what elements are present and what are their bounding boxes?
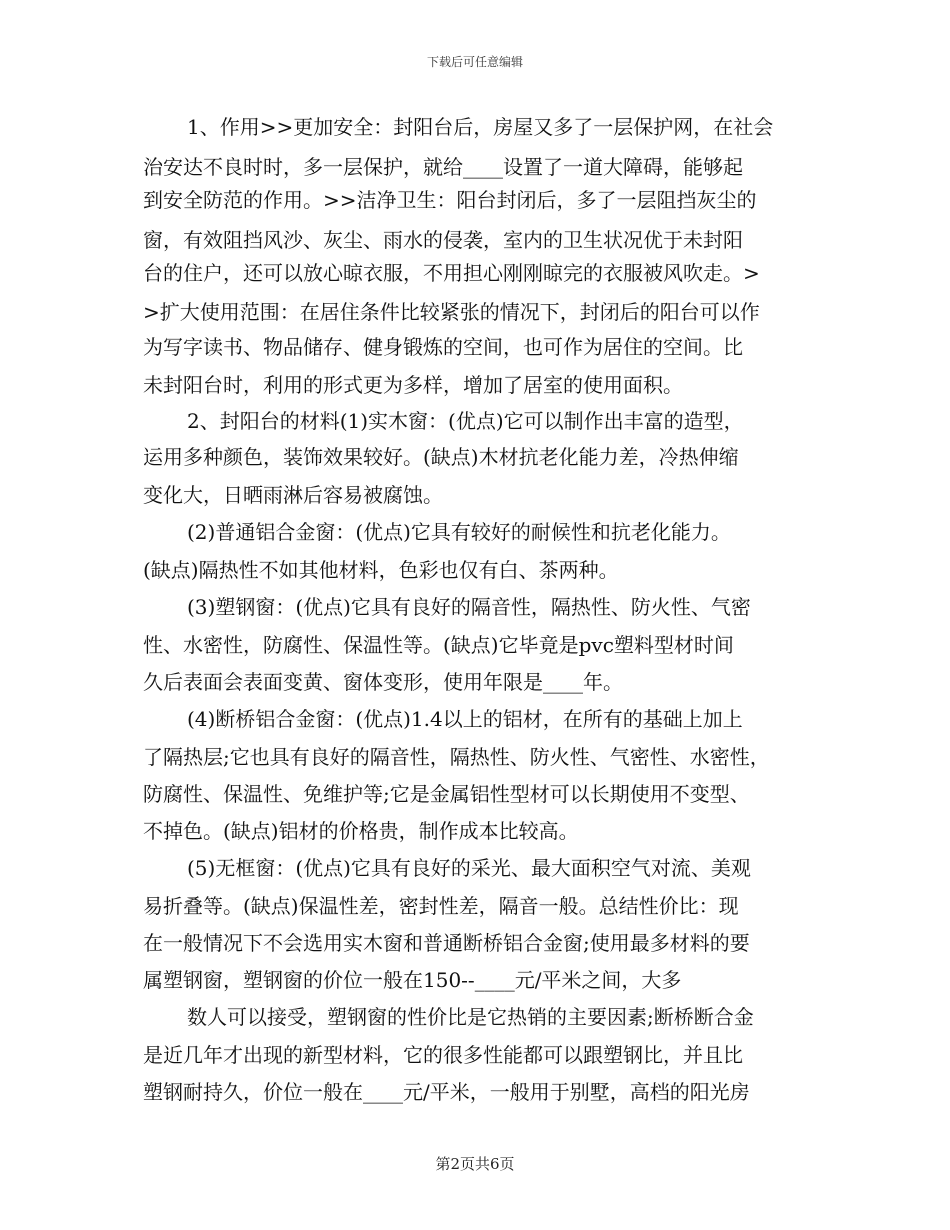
text-line: 未封阳台时，利用的形式更为多样，增加了居室的使用面积。 bbox=[143, 373, 683, 397]
text-line: 不掉色。(缺点)铝材的价格贵，制作成本比较高。 bbox=[143, 819, 579, 843]
text-line: 到安全防范的作用。>>洁净卫生：阳台封闭后，多了一层阻挡灰尘的 bbox=[143, 188, 757, 212]
text-line: (缺点)隔热性不如其他材料，色彩也仅有白、茶两种。 bbox=[143, 558, 619, 582]
text-line: 为写字读书、物品储存、健身锻炼的空间，也可作为居住的空间。比 bbox=[143, 335, 743, 359]
text-line: 防腐性、保温性、免维护等;它是金属铝性型材可以长期使用不变型、 bbox=[143, 782, 750, 806]
text-line: 在一般情况下不会选用实木窗和普通断桥铝合金窗;使用最多材料的要 bbox=[143, 931, 750, 955]
text-line: 2、封阳台的材料(1)实木窗：(优点)它可以制作出丰富的造型， bbox=[187, 409, 744, 433]
page-footer: 第2页共6页 bbox=[435, 1155, 515, 1173]
text-line: 属塑钢窗，塑钢窗的价位一般在150--____元/平米之间，大多 bbox=[143, 968, 682, 992]
text-line: (2)普通铝合金窗：(优点)它具有较好的耐候性和抗老化能力。 bbox=[187, 520, 731, 544]
text-line: 性、水密性，防腐性、保温性等。(缺点)它毕竟是pvc塑料型材时间 bbox=[143, 633, 734, 657]
text-line: 是近几年才出现的新型材料，它的很多性能都可以跟塑钢比，并且比 bbox=[143, 1043, 743, 1067]
text-line: 窗，有效阻挡风沙、灰尘、雨水的侵袭，室内的卫生状况优于未封阳 bbox=[143, 228, 743, 252]
text-line: 久后表面会表面变黄、窗体变形，使用年限是____年。 bbox=[143, 670, 623, 694]
text-line: 数人可以接受，塑钢窗的性价比是它热销的主要因素;断桥断合金 bbox=[187, 1005, 754, 1029]
text-line: >扩大使用范围：在居住条件比较紧张的情况下，封闭后的阳台可以作 bbox=[143, 300, 760, 324]
text-line: (4)断桥铝合金窗：(优点)1.4以上的铝材，在所有的基础上加上 bbox=[187, 707, 743, 731]
text-line: (5)无框窗：(优点)它具有良好的采光、最大面积空气对流、美观 bbox=[187, 856, 751, 880]
text-line: 1、作用>>更加安全：封阳台后，房屋又多了一层保护网，在社会 bbox=[187, 115, 774, 139]
page-header: 下载后可任意编辑 bbox=[426, 55, 523, 69]
text-line: (3)塑钢窗：(优点)它具有良好的隔音性，隔热性、防火性、气密 bbox=[187, 595, 751, 619]
text-line: 治安达不良时时，多一层保护，就给____设置了一道大障碍，能够起 bbox=[143, 155, 743, 179]
text-line: 变化大，日晒雨淋后容易被腐蚀。 bbox=[143, 483, 443, 507]
text-line: 了隔热层;它也具有良好的隔音性，隔热性、防火性、气密性、水密性， bbox=[143, 745, 770, 769]
text-line: 运用多种颜色，装饰效果较好。(缺点)木材抗老化能力差，冷热伸缩 bbox=[143, 445, 739, 469]
text-line: 易折叠等。(缺点)保温性差，密封性差，隔音一般。总结性价比：现 bbox=[143, 894, 739, 918]
text-line: 台的住户，还可以放心晾衣服，不用担心刚刚晾完的衣服被风吹走。> bbox=[143, 261, 760, 285]
text-line: 塑钢耐持久，价位一般在____元/平米，一般用于别墅，高档的阳光房 bbox=[143, 1080, 750, 1104]
